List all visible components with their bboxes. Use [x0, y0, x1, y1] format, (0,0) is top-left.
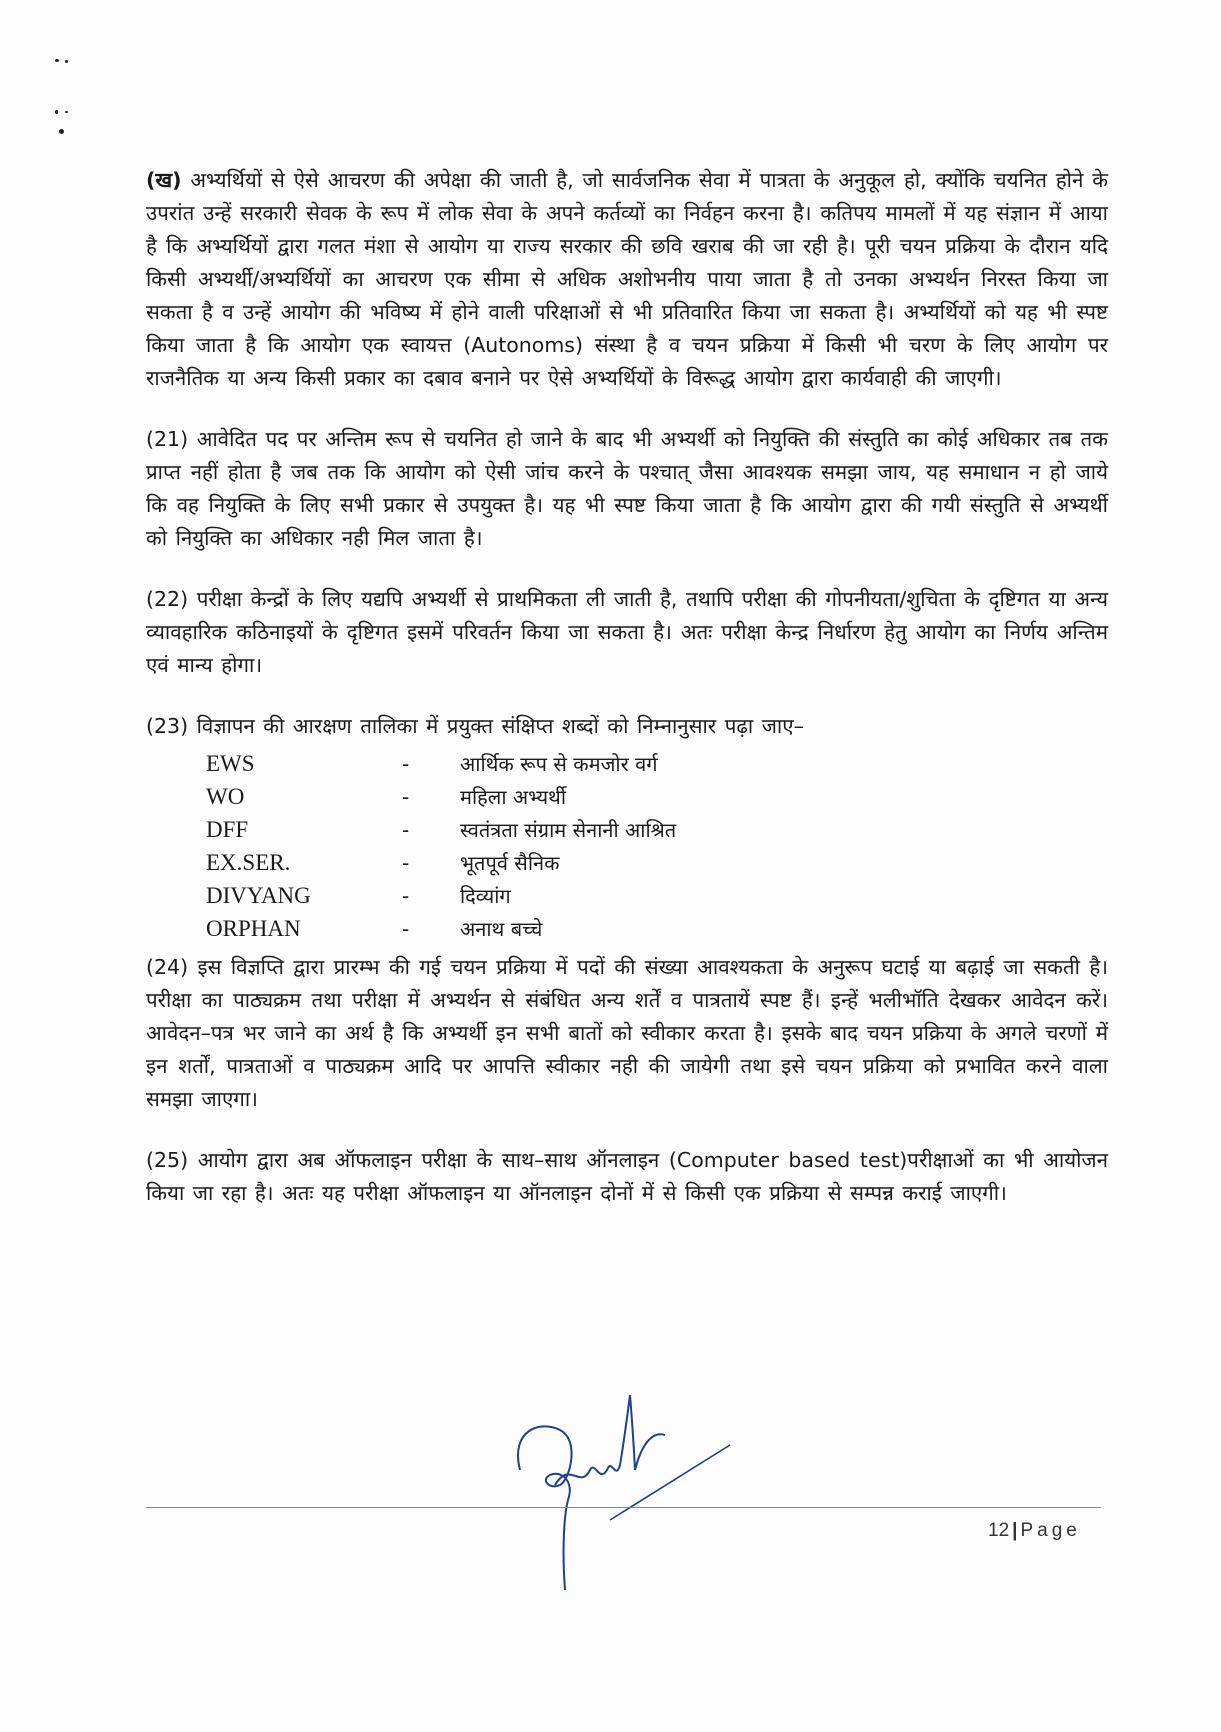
footer-divider	[146, 1507, 1101, 1508]
abbreviation-separator: -	[402, 916, 410, 941]
signature-stroke	[610, 1445, 730, 1520]
abbreviation-separator: -	[402, 784, 410, 809]
paragraph-text: विज्ञापन की आरक्षण तालिका में प्रयुक्त संक्षिप्त शब्दों को निम्नानुसार पढ़ा जाए–	[188, 714, 804, 738]
paragraph-label: (22)	[146, 587, 189, 611]
signature-stroke	[518, 1426, 572, 1590]
abbreviation-code: WO	[206, 783, 245, 809]
paragraph-25	[146, 1144, 1108, 1210]
abbreviation-code: EX.SER.	[206, 849, 291, 875]
abbreviation-meaning: भूतपूर्व सैनिक	[460, 851, 560, 875]
page-number-label: Page	[1020, 1520, 1081, 1541]
paragraph-label: (25)	[146, 1148, 189, 1172]
abbreviation-code: EWS	[206, 750, 255, 776]
page-number-value: 12	[988, 1520, 1010, 1541]
abbreviation-row	[206, 747, 676, 780]
abbreviation-table	[206, 747, 676, 945]
abbreviation-code: DFF	[206, 816, 249, 842]
paragraph-label: (ख)	[146, 168, 182, 192]
abbreviation-row	[206, 846, 676, 879]
paragraph-text: आवेदित पद पर अन्तिम रूप से चयनित हो जाने के बाद भी अभ्यर्थी को नियुक्ति की संस्तुति का कोई अधिकार तब तक प्राप्त नहीं होता है जब तक कि आयोग को ऐसी जांच करने के पश्चात् जैसा आवश्यक समझा जाय, यह समाधान न हो जाये कि वह नियुक्ति के लिए सभी प्रकार से उपयुक्त है। यह भी स्पष्ट किया जाता है कि आयोग द्वारा की गयी संस्तुति से अभ्यर्थी को नियुक्ति का अधिकार नही मिल जाता है।	[146, 427, 1108, 550]
document-body	[146, 164, 1108, 1238]
abbreviation-row	[206, 912, 676, 945]
abbreviation-separator: -	[402, 751, 410, 776]
abbreviation-separator: -	[402, 883, 410, 908]
page-number-separator: |	[1012, 1520, 1018, 1541]
paragraph-label: (21)	[146, 427, 189, 451]
abbreviation-meaning: आर्थिक रूप से कमजोर वर्ग	[460, 752, 658, 776]
abbreviation-code: ORPHAN	[206, 915, 301, 941]
paragraph-label: (24)	[146, 955, 189, 979]
paragraph-kha	[146, 164, 1108, 395]
paragraph-text: इस विज्ञप्ति द्वारा प्रारम्भ की गई चयन प्रक्रिया में पदों की संख्या आवश्यकता के अनुरूप घटाई या बढ़ाई जा सकती है। परीक्षा का पाठ्यक्रम तथा परीक्षा में अभ्यर्थन से संबंधित अन्य शर्तें व पात्रतायें स्पष्ट हैं। इन्हें भलीभॉति देखकर आवेदन करें। आवेदन–पत्र भर जाने का अर्थ है कि अभ्यर्थी इन सभी बातों को स्वीकार करता है। इसके बाद चयन प्रक्रिया के अगले चरणों में इन शर्तों, पात्रताओं व पाठ्यक्रम आदि पर आपत्ति स्वीकार नही की जायेगी तथा इसे चयन प्रक्रिया को प्रभावित करने वाला समझा जाएगा।	[146, 955, 1108, 1111]
abbreviation-meaning: स्वतंत्रता संग्राम सेनानी आश्रित	[460, 818, 677, 842]
paragraph-22	[146, 583, 1108, 682]
paragraph-21	[146, 423, 1108, 555]
paragraph-text: आयोग द्वारा अब ऑफलाइन परीक्षा के साथ–साथ ऑनलाइन (Computer based test)परीक्षाओं का भी आयोजन किया जा रहा है। अतः यह परीक्षा ऑफलाइन या ऑनलाइन दोनों में से किसी एक प्रक्रिया से सम्पन्न कराई जाएगी।	[146, 1148, 1108, 1205]
paragraph-text: अभ्यर्थियों से ऐसे आचरण की अपेक्षा की जाती है, जो सार्वजनिक सेवा में पात्रता के अनुकूल हो, क्योंकि चयनित होने के उपरांत उन्हें सरकारी सेवक के रूप में लोक सेवा के अपने कर्तव्यों का निर्वहन करना है। कतिपय मामलों में यह संज्ञान में आया है कि अभ्यर्थियों द्वारा गलत मंशा से आयोग या राज्य सरकार की छवि खराब की जा रही है। पूरी चयन प्रक्रिया के दौरान यदि किसी अभ्यर्थी/अभ्यर्थियों का आचरण एक सीमा से अधिक अशोभनीय पाया जाता है तो उनका अभ्यर्थन निरस्त किया जा सकता है व उन्हें आयोग की भविष्य में होने वाली परिक्षाओं से भी प्रतिवारित किया जा सकता है। अभ्यर्थियों को यह भी स्पष्ट किया जाता है कि आयोग एक स्वायत्त (Autonoms) संस्था है व चयन प्रक्रिया में किसी भी चरण के लिए आयोग पर राजनैतिक या अन्य किसी प्रकार का दबाव बनाने पर ऐसे अभ्यर्थियों के विरूद्ध आयोग द्वारा कार्यवाही की जाएगी।	[146, 168, 1108, 390]
abbreviation-row	[206, 813, 676, 846]
abbreviation-separator: -	[402, 817, 410, 842]
signature-stroke	[555, 1395, 665, 1485]
abbreviation-row	[206, 780, 676, 813]
signature	[500, 1390, 740, 1590]
abbreviation-row	[206, 879, 676, 912]
abbreviation-separator: -	[402, 850, 410, 875]
paragraph-23	[146, 710, 1108, 743]
paragraph-24	[146, 951, 1108, 1116]
abbreviation-meaning: महिला अभ्यर्थी	[460, 785, 567, 809]
abbreviation-meaning: दिव्यांग	[460, 884, 511, 908]
page-number	[988, 1520, 1081, 1542]
abbreviation-meaning: अनाथ बच्चे	[460, 917, 543, 941]
paragraph-text: परीक्षा केन्द्रों के लिए यद्यपि अभ्यर्थी से प्राथमिकता ली जाती है, तथापि परीक्षा की गोपनीयता/शुचिता के दृष्टिगत या अन्य व्यावहारिक कठिनाइयों के दृष्टिगत इसमें परिवर्तन किया जा सकता है। अतः परीक्षा केन्द्र निर्धारण हेतु आयोग का निर्णय अन्तिम एवं मान्य होगा।	[146, 587, 1108, 677]
paragraph-label: (23)	[146, 714, 189, 738]
abbreviation-code: DIVYANG	[206, 882, 311, 908]
